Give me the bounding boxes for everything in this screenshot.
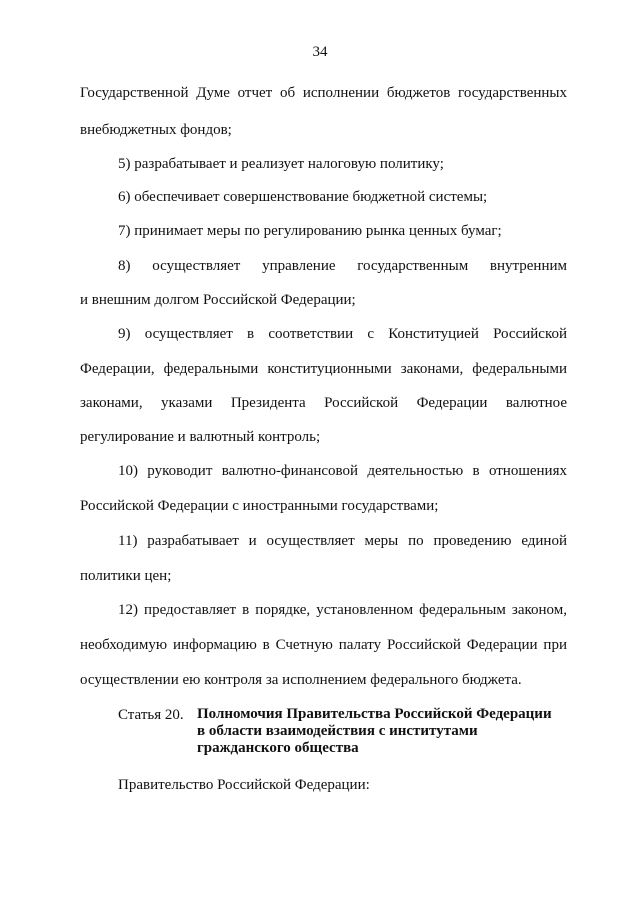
- text-line: политики цен;: [80, 568, 172, 584]
- text-line: 8) осуществляет управление государственным внутренним: [118, 258, 567, 274]
- text-line: законами, указами Президента Российской Федерации валютное: [80, 395, 567, 411]
- article-label: Статья 20.: [118, 707, 184, 723]
- article-title-line: гражданского общества: [197, 740, 359, 756]
- text-line: 5) разрабатывает и реализует налоговую политику;: [118, 156, 444, 172]
- text-line: 9) осуществляет в соответствии с Конституцией Российской: [118, 326, 567, 342]
- article-title-line: Полномочия Правительства Российской Федерации: [197, 706, 552, 722]
- text-line: и внешним долгом Российской Федерации;: [80, 292, 356, 308]
- text-line: Российской Федерации с иностранными государствами;: [80, 498, 439, 514]
- text-line: 12) предоставляет в порядке, установленном федеральным законом,: [118, 602, 567, 618]
- text-line: 11) разрабатывает и осуществляет меры по проведению единой: [118, 533, 567, 549]
- article-title-line: в области взаимодействия с институтами: [197, 723, 478, 739]
- page-number: 34: [312, 44, 328, 60]
- text-line: осуществлении ею контроля за исполнением федерального бюджета.: [80, 672, 522, 688]
- text-line: 10) руководит валютно-финансовой деятельностью в отношениях: [118, 463, 567, 479]
- text-line: Федерации, федеральными конституционными законами, федеральными: [80, 361, 567, 377]
- text-line: 7) принимает меры по регулированию рынка ценных бумаг;: [118, 223, 502, 239]
- text-line: внебюджетных фондов;: [80, 122, 232, 138]
- text-line: Государственной Думе отчет об исполнении бюджетов государственных: [80, 85, 567, 101]
- text-line: регулирование и валютный контроль;: [80, 429, 321, 445]
- closing-line: Правительство Российской Федерации:: [118, 777, 370, 793]
- text-line: необходимую информацию в Счетную палату Российской Федерации при: [80, 637, 567, 653]
- article-title: [197, 706, 567, 757]
- text-line: 6) обеспечивает совершенствование бюджетной системы;: [118, 189, 488, 205]
